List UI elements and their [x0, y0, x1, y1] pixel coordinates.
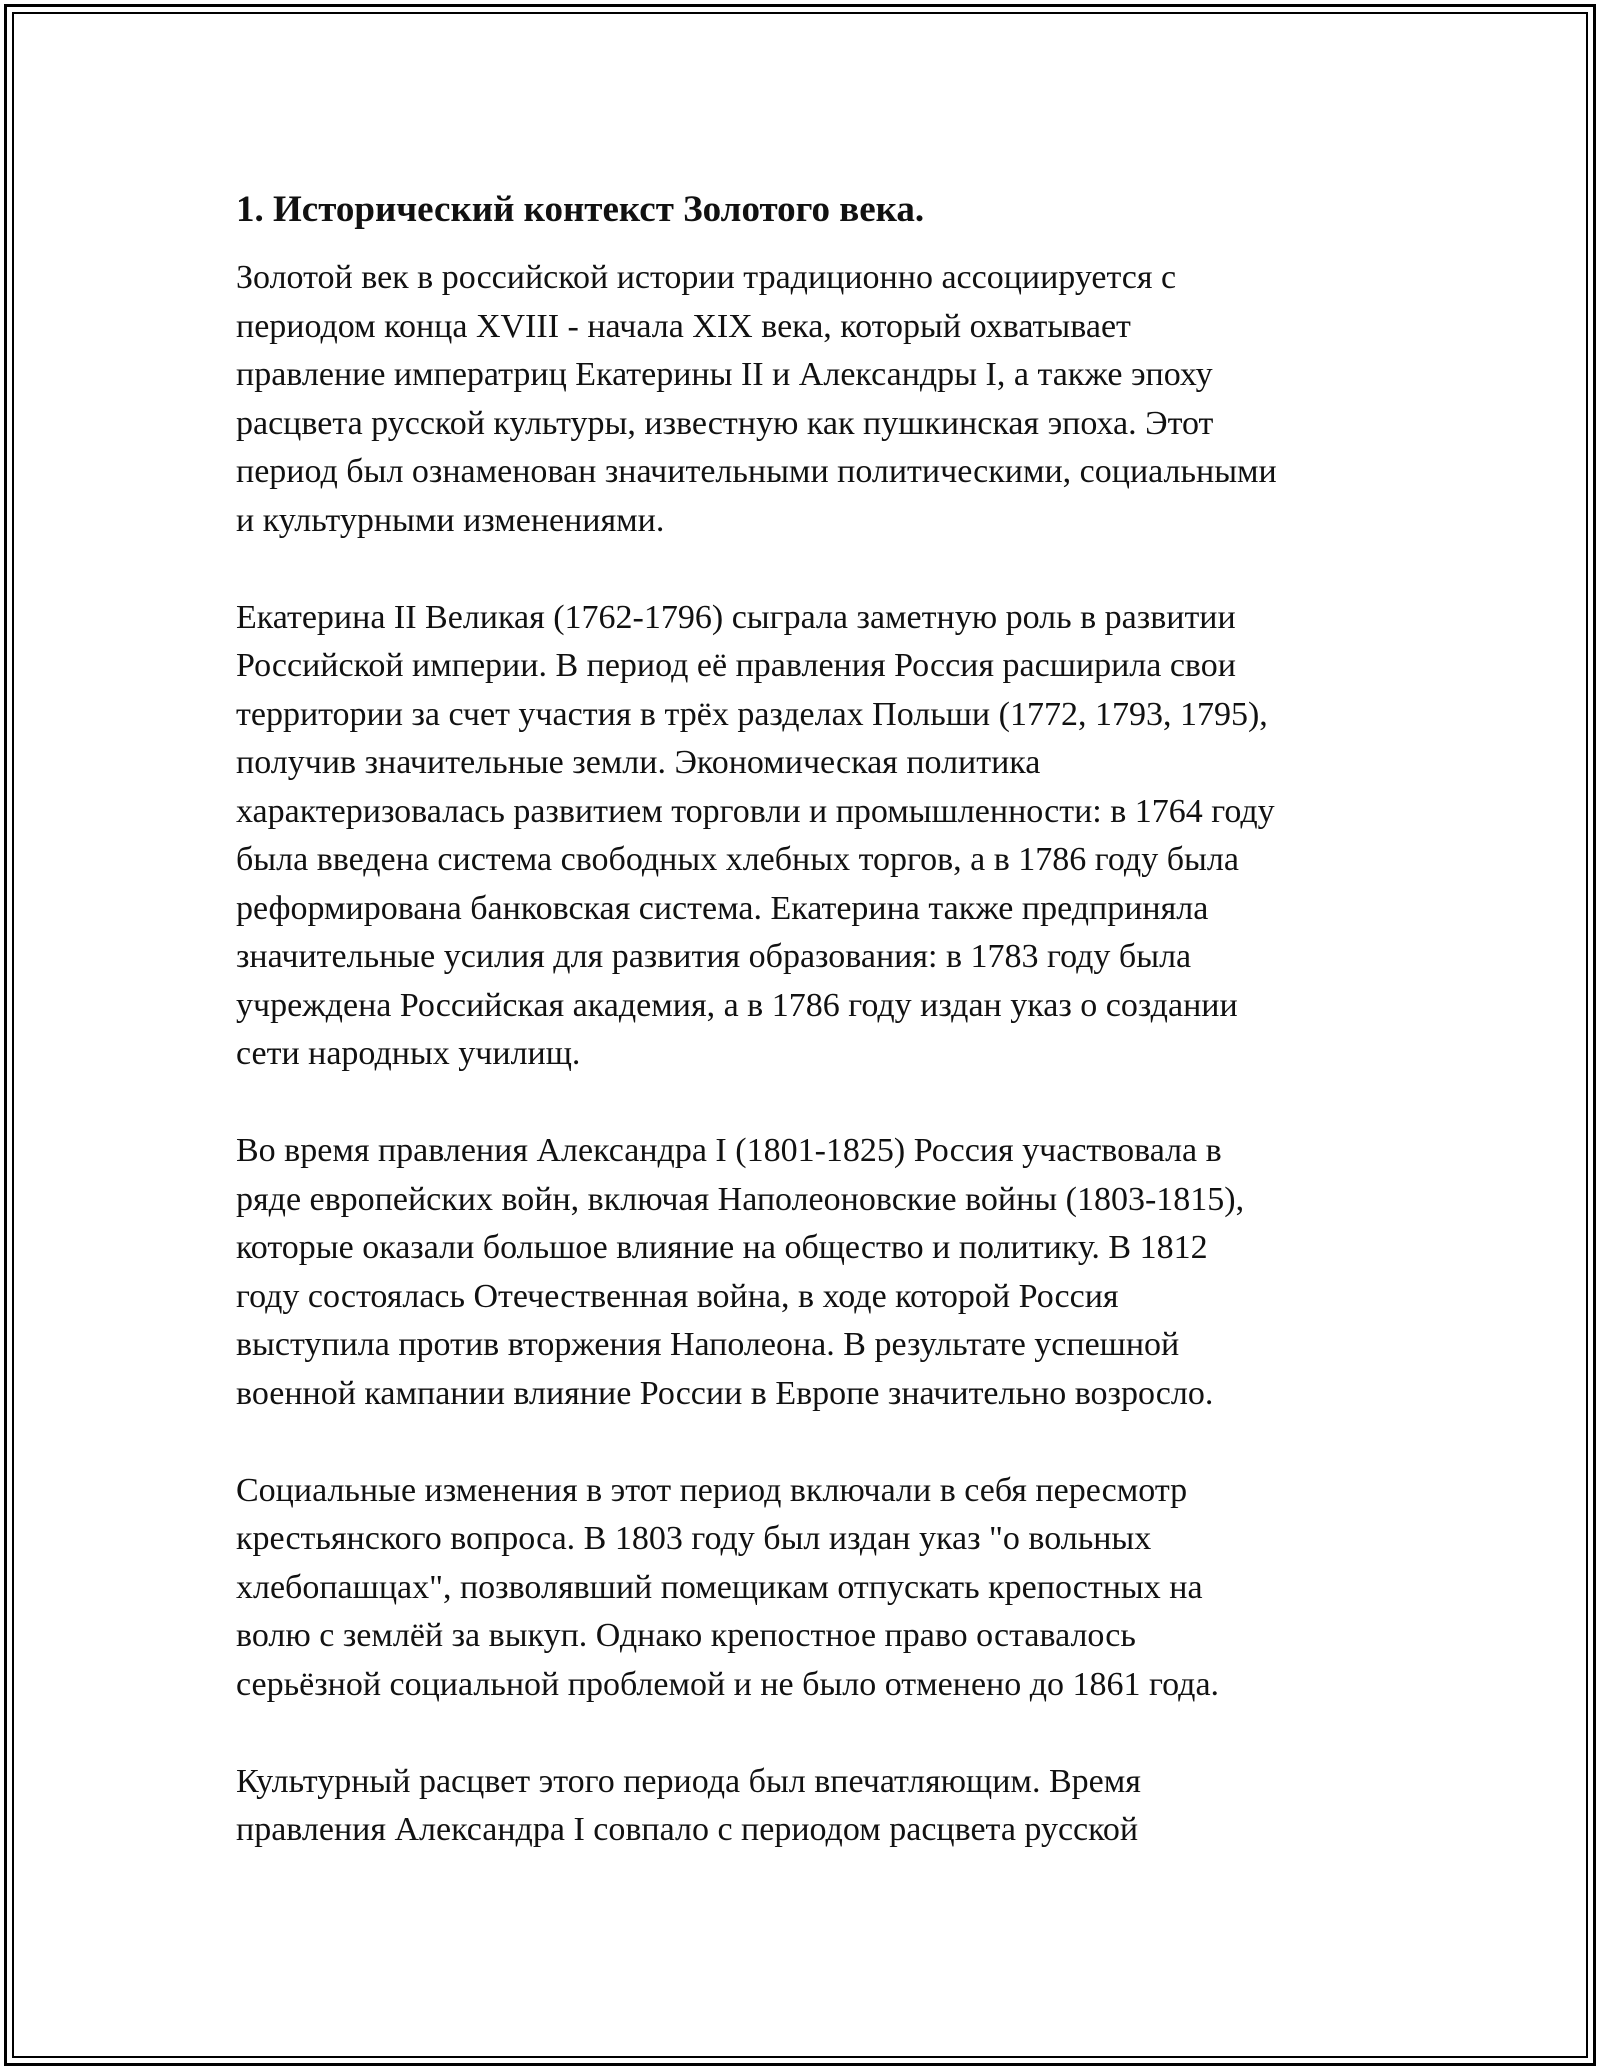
paragraph-line: Культурный расцвет этого периода был впечатляющим. Время [236, 1762, 1141, 1800]
paragraph-line: значительные усилия для развития образования: в 1783 году была [236, 938, 1192, 975]
paragraph-line: которые оказали большое влияние на общество и политику. В 1812 [236, 1229, 1208, 1266]
paragraph-line: волю с землёй за выкуп. Однако крепостное право оставалось [236, 1617, 1136, 1654]
paragraph-line: крестьянского вопроса. В 1803 году был издан указ "о вольных [236, 1520, 1152, 1557]
paragraph-line: Золотой век в российской истории традиционно ассоциируется с [236, 259, 1177, 296]
paragraph-3 [236, 1127, 1376, 1418]
paragraph-line: Социальные изменения в этот период включали в себя пересмотр [236, 1471, 1188, 1509]
paragraph-line: и культурными изменениями. [236, 501, 665, 539]
paragraph-line: году состоялась Отечественная война, в ходе которой Россия [236, 1277, 1119, 1315]
section-heading: 1. Исторический контекст Золотого века. [236, 189, 925, 230]
paragraph-line: выступила против вторжения Наполеона. В результате успешной [236, 1326, 1180, 1363]
paragraph-line: Екатерина II Великая (1762-1796) сыграла заметную роль в развитии [236, 598, 1236, 636]
paragraph-line: реформирована банковская система. Екатерина также предприняла [236, 889, 1209, 927]
paragraph-2 [236, 594, 1376, 1079]
paragraph-4 [236, 1467, 1376, 1710]
paragraph-line: ряде европейских войн, включая Наполеоновские войны (1803-1815), [236, 1180, 1245, 1218]
paragraph-line: территории за счет участия в трёх разделах Польши (1772, 1793, 1795), [236, 695, 1268, 733]
paragraph-line: характеризовалась развитием торговли и промышленности: в 1764 году [236, 792, 1275, 830]
paragraph-line: получив значительные земли. Экономическая политика [236, 744, 1041, 781]
paragraph-line: правления Александра I совпало с периодом расцвета русской [236, 1811, 1139, 1848]
paragraph-line: была введена система свободных хлебных торгов, а в 1786 году была [236, 841, 1239, 878]
paragraph-line: учреждена Российская академия, а в 1786 году издан указ о создании [236, 986, 1238, 1024]
paragraph-line: хлебопашцах", позволявший помещикам отпускать крепостных на [236, 1568, 1203, 1606]
paragraph-1 [236, 254, 1376, 545]
paragraph-line: Российской империи. В период её правления Россия расширила свои [236, 647, 1236, 684]
paragraph-line: расцвета русской культуры, известную как пушкинская эпоха. Этот [236, 404, 1214, 442]
paragraph-line: сети народных училищ. [236, 1035, 581, 1072]
paragraph-line: период был ознаменован значительными политическими, социальными [236, 453, 1277, 490]
paragraph-line: военной кампании влияние России в Европе значительно возросло. [236, 1374, 1214, 1412]
paragraph-line: периодом конца XVIII - начала XIX века, который охватывает [236, 307, 1131, 345]
document-body [236, 186, 1376, 1903]
paragraph-5 [236, 1758, 1376, 1855]
paragraph-line: правление императриц Екатерины II и Александры I, а также эпоху [236, 356, 1213, 393]
paragraph-line: Во время правления Александра I (1801-1825) Россия участвовала в [236, 1132, 1222, 1169]
paragraph-line: серьёзной социальной проблемой и не было отменено до 1861 года. [236, 1665, 1220, 1703]
